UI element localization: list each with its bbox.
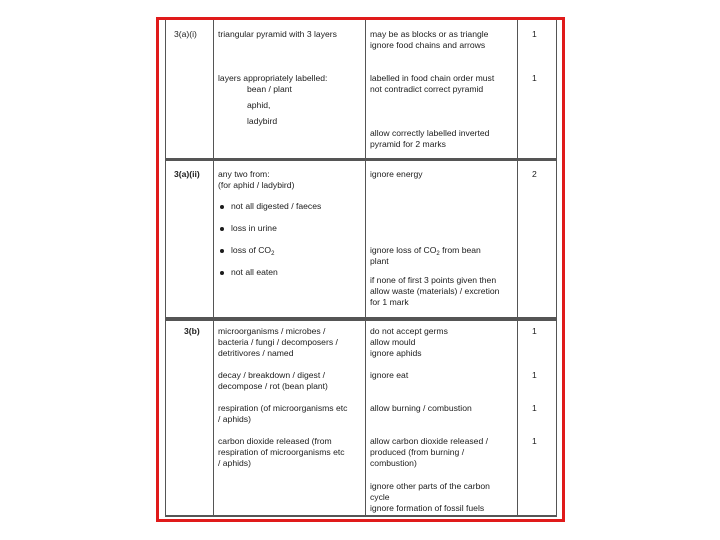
guidance-text: cycle (370, 492, 390, 502)
guidance-text: not contradict correct pyramid (370, 84, 484, 94)
answer-text: / aphids) (218, 458, 251, 468)
answer-text: decompose / rot (bean plant) (218, 381, 328, 391)
bullet-item: not all digested / faeces (231, 201, 322, 211)
question-number: 3(b) (184, 326, 200, 336)
guidance-text: plant (370, 256, 389, 266)
mark-value: 1 (532, 403, 537, 413)
mark-scheme-sheet (159, 20, 562, 519)
mark-value: 1 (532, 73, 537, 83)
answer-text: bean / plant (247, 84, 292, 94)
question-number: 3(a)(i) (174, 29, 197, 39)
bullet-icon (220, 205, 224, 209)
guidance-text: allow burning / combustion (370, 403, 472, 413)
guidance-text: ignore eat (370, 370, 409, 380)
mark-value: 1 (532, 29, 537, 39)
bullet-item: loss in urine (231, 223, 277, 233)
bullet-icon (220, 271, 224, 275)
guidance-text: may be as blocks or as triangle (370, 29, 489, 39)
guidance-text: ignore food chains and arrows (370, 40, 486, 50)
guidance-text: allow mould (370, 337, 416, 347)
guidance-text: allow carbon dioxide released / (370, 436, 488, 446)
answer-text: carbon dioxide released (from (218, 436, 332, 446)
answer-text: aphid, (247, 100, 271, 110)
answer-text: respiration (of microorganisms etc (218, 403, 348, 413)
answer-text: any two from: (218, 169, 270, 179)
red-highlight-frame (156, 17, 565, 522)
mark-value: 2 (532, 169, 537, 179)
mark-value: 1 (532, 326, 537, 336)
mark-value: 1 (532, 370, 537, 380)
bullet-icon (220, 249, 224, 253)
answer-text: layers appropriately labelled: (218, 73, 328, 83)
guidance-text: labelled in food chain order must (370, 73, 495, 83)
answer-text: (for aphid / ladybird) (218, 180, 295, 190)
row-3ai (165, 17, 557, 160)
bullet-item: not all eaten (231, 267, 278, 277)
bullet-item: loss of $CO_2$ (231, 245, 275, 257)
answer-text: ladybird (247, 116, 278, 126)
guidance-text: allow waste (materials) / excretion (370, 286, 500, 296)
answer-text: bacteria / fungi / decomposers / (218, 337, 338, 347)
guidance-text: produced (from burning / (370, 447, 465, 457)
question-number: 3(a)(ii) (174, 169, 200, 179)
guidance-text: ignore energy (370, 169, 423, 179)
answer-text: / aphids) (218, 414, 251, 424)
guidance-text: ignore formation of fossil fuels (370, 503, 485, 513)
guidance-text: allow correctly labelled inverted (370, 128, 490, 138)
answer-text: respiration of microorganisms etc (218, 447, 345, 457)
guidance-text: ignore aphids (370, 348, 422, 358)
row-3aii (165, 159, 557, 319)
guidance-text: do not accept germs (370, 326, 448, 336)
row-3b (165, 319, 557, 517)
bullet-icon (220, 227, 224, 231)
guidance-text: ignore other parts of the carbon (370, 481, 490, 491)
guidance-text: if none of first 3 points given then (370, 275, 497, 285)
guidance-text: ignore loss of $CO_2$ from bean (370, 245, 481, 257)
guidance-text: for 1 mark (370, 297, 409, 307)
answer-text: triangular pyramid with 3 layers (218, 29, 337, 39)
guidance-text: combustion) (370, 458, 417, 468)
answer-text: detritivores / named (218, 348, 294, 358)
mark-value: 1 (532, 436, 537, 446)
guidance-text: pyramid for 2 marks (370, 139, 446, 149)
answer-text: microorganisms / microbes / (218, 326, 326, 336)
answer-text: decay / breakdown / digest / (218, 370, 326, 380)
